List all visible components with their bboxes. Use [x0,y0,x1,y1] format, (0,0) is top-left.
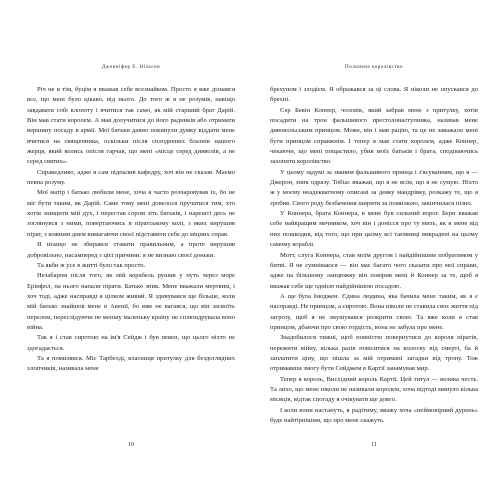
running-header-title: Полонене королівство [345,64,403,70]
paragraph: Знадобилося тижні, щоб повністю повернутися до короля піратів, пережити війну, кілька разів повіситися на волоску від смерті, ба й заплатити ціну, що пішла за мій отримані загадки від трону. Тож отримавши змогу бути Сейджем в Картії зaнaмувaв мир. [270,334,478,373]
paragraph: А ще була Імоджен. Єдина людина, яка бачила мене таким, як я є насправді. Не принцом, а сиротою. Вона ніколи не ставила своє життя під загрозу, щоб я не змушувався розкрити свою. Та вже коли я став принцом, дбаючи про свою гордість, вона не забула про мене. [270,292,478,331]
paragraph: Так я і став сиротою на ім'я Сейдж і був певен, що цього ніхто не здогадається. [27,334,235,352]
page-number: 10 [127,441,135,448]
paragraph: брехуном і злодієм. Я ображався за ці слова. Я ніколи не опускався до брехні. [270,86,478,104]
running-header-author: Дженніфер Е. Нільсен [101,64,161,70]
paragraph: Я нізащо не збирався ставати правильним, а проте вирушив добровільно, насамперед з цієї причини: я не визнаю своєї доньки. [27,241,235,259]
paragraph: Сер Бевін Коннер, чоловік, який забрав мене з притулку, хотів посадити на трон фальшивого престолонаступника, називав мене дивовольським принцом. Може, він і мав рацію, та це не заважало мені бути принцом справжнім. І тепер я мав стати королем, адже Коннер, чекаючи, що мені пощастило, убив моїх батьків і брата, сподіваючись захопити королівство. [270,106,478,166]
page-number: 11 [371,441,377,448]
paragraph: Незабаром після того, як мій корабель рушив у путь через море Ерінфол, на нього напали пірати. Батько зник. Мене вважали мертвим, і хоч тоді, адже насправді я цілком живий. Я здивувався ще більше, коли мій батько знайшов мене в Авенії, бо вже не вагався, що він засвоїть перелом, переслідуючи не меншу маленьку країну не сплюндрувала воно війна. [27,272,235,331]
paragraph: Тепер я король, Висхідний король Картії. Цей титул — велика честь. Та лихо, що мене ніколи не називали королем, хоча відтоді минуло кілька місяців, відтак спогаду я очікувати ще довго. [270,375,478,404]
right-page [270,0,478,500]
paragraph: Справедливо, адже я сам підпалив кафедру, хоч він не сказав. Маємо певна розуму. [27,168,235,187]
right-page-body [270,85,478,426]
paragraph: У цьому задумі за званим фальшивого принца і з'ясуванням, що я — Джерон, зник одразу. Тобіас вважав, що я не всім, що я не сумую. Ніхто ж у моєму неадекватному описані за деяку мандрівку, розкажу те, що я зробив. Свого роду безбачення ширити за помилкою, закінчилася пізно. [270,168,478,207]
paragraph: Річ не в тім, буцім я вважав себе всезнайком. Просто я вже дізнався все, що мені було цікаво, від нього. До того ж я не розумів, навіщо завдавати собі клопоту і вчитися так само, як мій старший брат Дарій. Він мав стати королем. А мав долучитися до його радників або отримати вершину посаду в армії. Мої батьки давно покинули думку віддати мене вчитися на священника, оскільки після сплоднених блазнів нашого жерця, який колись опісля гарчав, що мені «місце серед дияволів, а не серед святих». [27,86,235,166]
paragraph: Та я помилявся. Міс Тарбелді, власниця притулку для бездоглядних хлопчиків, називала мене [27,354,235,373]
paragraph: І коли вони настануть, я радітиму, вважу хоча «неймовірний дурень» буде найтірнішим, що про мене скажуть. [270,406,478,424]
paragraph: Та якби ж усе в житті було так просто. [37,261,146,269]
paragraph: Мотт, слуга Коннера, став моїм другом і найдійнішим побратимом у битві. Я не сумніваюся — він має багато чого сказати про мої справи, адже на більшому ланцюжку він повірив мені й Коннер за те, щоб я вважав себе ще однією найдійнішою посадою. [270,251,478,290]
left-page [27,0,235,500]
paragraph: Мої матір і батько любили мене, хоча я часто розчаровував їх, бо не міг бути таким, як Дарій. Саме тому мені довелося пручатися тим, хто хотів знищити мій дух, і перестав сором зіть батьків, і нарешті десь не зоглянувся з ними, повертаючись в піратському колі, з яких вирушив пірат, з кожним днем вимагаючи своєї підставити себе до міцних справ. [27,189,235,238]
paragraph: У Коннера, брата Коннера, в мене був сильний ворог. Берн вважав себе найкращим мечником, хоч він і донісся про ту мить, як я мене від них пошкодив, від того, що при цьому всі таємниці викрадені на цьому самому кораблі. [270,210,478,249]
left-page-body [27,85,235,375]
